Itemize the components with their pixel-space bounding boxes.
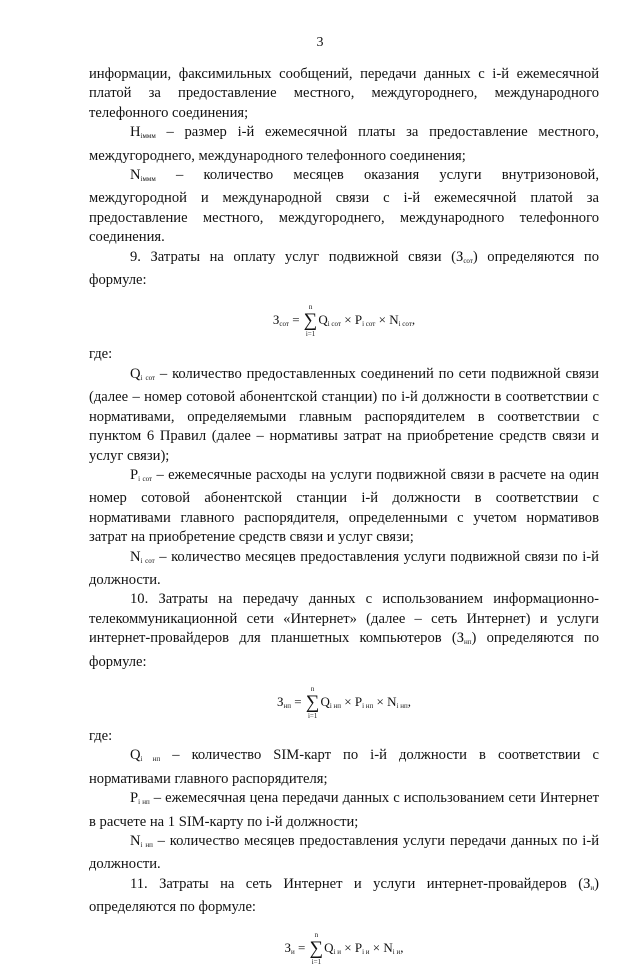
definition-text: – количество SIM-карт по i-й должности в соответствии с нормативами главного распорядителя;	[89, 747, 599, 787]
symbol: P	[130, 790, 139, 807]
symbol-subscript: i сот	[138, 474, 153, 483]
symbol-subscript: i сот	[140, 556, 155, 565]
paragraph-continuation: информации, факсимильных сообщений, передачи данных с i-й ежемесячной платой за предоставление местного, междугороднего, международного телефонного соединения;	[89, 66, 599, 121]
formula-term: P	[354, 693, 363, 709]
formula-times: ×	[344, 939, 352, 955]
symbol-subscript: i нп	[140, 841, 153, 849]
formula-internet-costs	[89, 925, 599, 965]
definition-p-isot	[89, 466, 599, 548]
definition-text: – ежемесячная цена передачи данных с использованием сети Интернет в расчете на 1 SIM-карту по i-й должности;	[89, 790, 599, 830]
symbol: Q	[130, 365, 141, 382]
where-label: где:	[89, 346, 113, 363]
clause-text: ) определяются по формуле:	[89, 248, 599, 289]
clause-text: 9. Затраты на оплату услуг подвижной связи (	[130, 248, 457, 265]
clause-text: 10. Затраты на передачу данных с использованием информационно-телекоммуникационной сети «Интернет» (далее – сеть Интернет) и услуги интернет-провайдеров для планшетных компьютеров (	[89, 591, 599, 647]
formula-term-subscript: i и	[333, 947, 342, 956]
symbol-subscript: и	[590, 883, 595, 892]
sigma-icon: ∑	[303, 310, 318, 332]
definition-n-inp	[89, 832, 599, 875]
definition-q-isot	[89, 365, 599, 466]
document-body	[89, 65, 599, 973]
formula-term-subscript: i сот	[327, 320, 342, 329]
clause-text: ) определяются по формуле:	[89, 875, 599, 916]
symbol: Q	[130, 747, 141, 764]
symbol: H	[130, 124, 141, 141]
clause-10	[89, 590, 599, 672]
symbol-subscript: i нп	[138, 798, 150, 807]
definition-text: – размер i-й ежемесячной платы за предоставление местного, междугороднего, международного телефонного соединения;	[89, 124, 599, 164]
symbol: N	[130, 548, 141, 565]
sigma-icon: ∑	[309, 937, 324, 959]
formula-lhs: З	[272, 312, 280, 328]
formula-term: P	[354, 939, 363, 955]
sum-operator	[306, 685, 320, 721]
definition-h-immm	[89, 123, 599, 166]
definition-text: – количество месяцев оказания услуги внутризоновой, междугородной и международной связи с i-й ежемесячной платой за предоставление местного, междугороднего, международного телефонного соединения.	[89, 167, 600, 246]
formula-times: ×	[344, 312, 352, 328]
definition-text: – количество месяцев предоставления услуги передачи данных по i-й должности.	[89, 833, 599, 873]
formula-term: Q	[318, 312, 328, 328]
formula-times: ×	[378, 312, 386, 328]
formula-equals: =	[294, 693, 302, 709]
symbol: З	[456, 630, 465, 647]
page-number: 3	[316, 35, 324, 50]
clause-11	[89, 875, 599, 918]
symbol: З	[456, 248, 464, 265]
formula-equals: =	[292, 312, 300, 328]
definition-text: – количество месяцев предоставления услуги подвижной связи по i-й должности.	[89, 548, 599, 588]
formula-term: P	[354, 312, 363, 328]
formula-term-subscript: i сот	[362, 320, 376, 329]
sum-operator	[310, 931, 324, 967]
formula-end: ,	[411, 312, 416, 328]
formula-term: N	[383, 939, 393, 955]
symbol: P	[130, 466, 139, 483]
formula-lhs: З	[284, 939, 292, 955]
formula-term-subscript: i нп	[329, 701, 342, 710]
symbol-subscript: iммм	[140, 175, 156, 184]
formula-lhs-subscript: сот	[279, 320, 289, 329]
formula-equals: =	[298, 939, 306, 955]
symbol-subscript: i сот	[140, 373, 156, 382]
formula-tablet-internet-costs	[89, 679, 599, 719]
symbol: N	[130, 167, 141, 184]
formula-lhs-subscript: нп	[283, 701, 292, 710]
symbol-subscript: iммм	[140, 132, 156, 141]
formula-term: Q	[324, 939, 334, 955]
definition-text: – ежемесячные расходы на услуги подвижной связи в расчете на один номер сотовой абонентской станции i-й должности в соответствии с нормативами главного распорядителя, определенными с учетом нормативов затрат на приобретение средств связи и услуг связи;	[89, 466, 599, 546]
sum-operator	[304, 303, 318, 339]
where-label: где:	[89, 727, 113, 744]
formula-term-subscript: i сот	[398, 320, 412, 329]
formula-term-subscript: i и	[392, 947, 401, 956]
formula-times: ×	[344, 693, 352, 709]
sum-upper-limit: n	[310, 684, 315, 693]
definition-q-inp	[89, 746, 599, 789]
formula-mobile-costs	[89, 297, 599, 337]
formula-term: Q	[320, 693, 330, 709]
formula-lhs-subscript: и	[291, 947, 295, 956]
formula-end: ,	[407, 693, 411, 709]
formula-term: N	[389, 312, 399, 328]
clause-9	[89, 248, 599, 291]
sum-lower-limit: i=1	[305, 330, 316, 339]
clause-text: 11. Затраты на сеть Интернет и услуги интернет-провайдеров (	[130, 875, 584, 892]
symbol-subscript: сот	[463, 256, 473, 265]
formula-term-subscript: i нп	[396, 701, 408, 710]
sum-upper-limit: n	[314, 930, 319, 939]
symbol-subscript: нп	[464, 638, 472, 647]
sum-lower-limit: i=1	[307, 711, 318, 720]
sum-upper-limit: n	[308, 303, 313, 312]
formula-term-subscript: i и	[362, 947, 370, 956]
definition-n-isot	[89, 548, 599, 591]
formula-times: ×	[372, 939, 381, 955]
definition-text: – количество предоставленных соединений по сети подвижной связи (далее – номер сотовой абонентской станции) по i-й должности в соответствии с нормативами, определяемыми главным распорядителем в соответствии с пунктом 6 Правил (далее – нормативы затрат на приобретение средств связи и услуг связи);	[89, 365, 599, 464]
formula-end: ,	[400, 939, 404, 955]
definition-n-immm	[89, 166, 599, 248]
clause-text: ) определяются по формуле:	[89, 630, 599, 670]
symbol: З	[583, 875, 591, 892]
sigma-icon: ∑	[305, 691, 320, 713]
definition-p-inp	[89, 789, 599, 832]
formula-lhs: З	[277, 693, 284, 709]
symbol-subscript: i нп	[140, 755, 161, 764]
formula-term-subscript: i нп	[362, 701, 374, 710]
sum-lower-limit: i=1	[311, 957, 322, 966]
symbol: N	[130, 833, 141, 849]
formula-times: ×	[376, 693, 384, 709]
formula-term: N	[387, 693, 397, 709]
